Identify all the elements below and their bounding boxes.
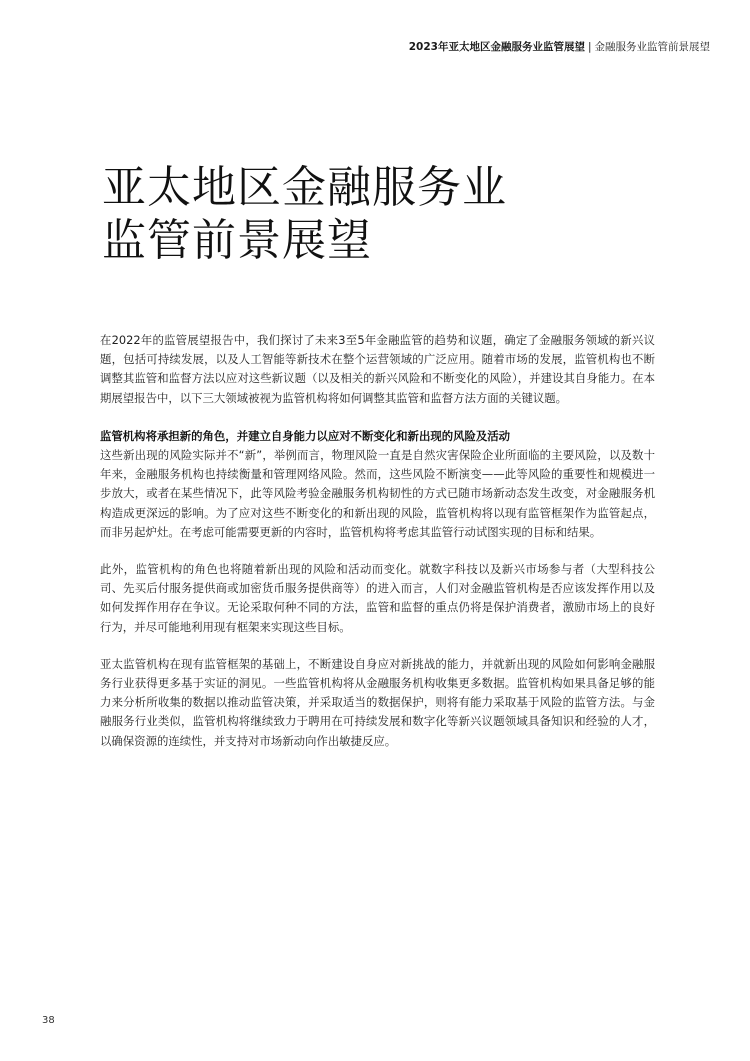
page-title [102, 161, 702, 267]
body-paragraph-2: 此外，监管机构的角色也将随着新出现的风险和活动而变化。就数字科技以及新兴市场参与者（大型科技公司、先买后付服务提供商或加密货币服务提供商等）的进入而言，人们对金融监管机构是否应该发挥作用以及如何发挥作用存在争议。无论采取何种不同的方法，监管和监督的重点仍将是保护消费者，激励市场上的良好行为，并尽可能地利用现有框架来实现这些目标。 [100, 562, 655, 634]
body-paragraph-1: 这些新出现的风险实际并不“新”，举例而言，物理风险一直是自然灾害保险企业所面临的主要风险，以及数十年来，金融服务机构也持续衡量和管理网络风险。然而，这些风险不断演变——此等风险的重要性和规模进一步放大，或者在某些情况下，此等风险考验金融服务机构韧性的方式已随市场新动态发生改变，对金融服务机构造成更深远的影响。为了应对这些不断变化的和新出现的风险，监管机构将以现有监管框架作为监管起点，而非另起炉灶。在考虑可能需要更新的内容时，监管机构将考虑其监管行动试图实现的目标和结果。 [100, 448, 655, 539]
header-section-title: 金融服务业监管前景展望 [594, 41, 710, 53]
intro-paragraph: 在2022年的监管展望报告中，我们探讨了未来3至5年金融监管的趋势和议题，确定了金融服务领域的新兴议题，包括可持续发展，以及人工智能等新技术在整个运营领域的广泛应用。随着市场的发展，监管机构也不断调整其监管和监督方法以应对这些新议题（以及相关的新兴风险和不断变化的风险），并建设其自身能力。在本期展望报告中，以下三大领域被视为监管机构将如何调整其监管和监督方法方面的关键议题。 [100, 333, 655, 405]
page-title-line-2: 监管前景展望 [102, 215, 372, 266]
header-report-title: 2023年亚太地区金融服务业监管展望 [408, 41, 585, 53]
body-text [100, 331, 655, 769]
body-paragraph-3: 亚太监管机构在现有监管框架的基础上，不断建设自身应对新挑战的能力，并就新出现的风险如何影响金融服务行业获得更多基于实证的洞见。一些监管机构将从金融服务机构收集更多数据。监管机构如果具备足够的能力来分析所收集的数据以推动监管决策，并采取适当的数据保护，则将有能力采取基于风险的监管方法。与金融服务行业类似，监管机构将继续致力于聘用在可持续发展和数字化等新兴议题领域具备知识和经验的人才，以确保资源的连续性，并支持对市场新动向作出敏捷反应。 [100, 656, 655, 748]
section-heading: 监管机构将承担新的角色，并建立自身能力以应对不断变化和新出现的风险及活动 [100, 428, 511, 443]
running-header [409, 40, 710, 54]
page-number: 38 [42, 1015, 55, 1026]
page-title-line-1: 亚太地区金融服务业 [102, 162, 507, 213]
header-separator: | [587, 41, 592, 53]
